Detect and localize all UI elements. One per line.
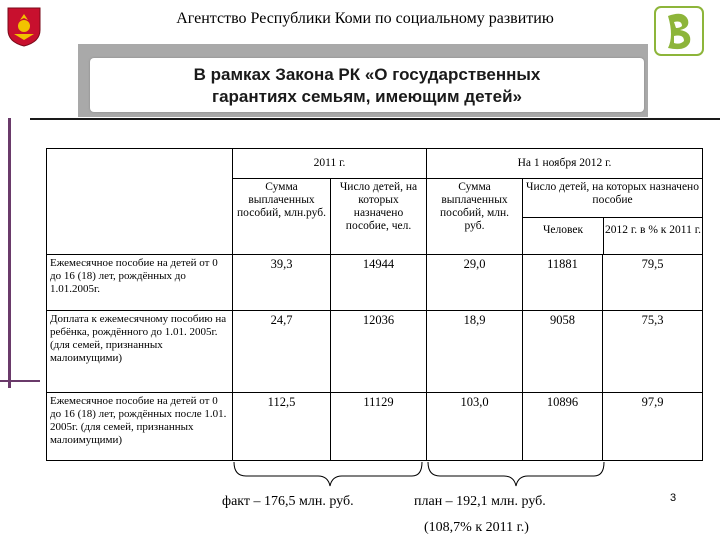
row-label: Доплата к ежемесячному пособию на ребёнка, рождённого до 1.01. 2005г. (для семей, признанных малоимущими)	[47, 311, 233, 393]
fact-total: факт – 176,5 млн. руб.	[222, 494, 354, 509]
cell-sum-2012: 29,0	[427, 255, 523, 311]
group-header-2012: На 1 ноября 2012 г.	[427, 149, 703, 179]
agency-logo-icon	[654, 6, 704, 56]
cell-pct: 97,9	[603, 393, 703, 461]
page-number: 3	[670, 492, 677, 504]
row-label: Ежемесячное пособие на детей от 0 до 16 (18) лет, рождённых после 1.01. 2005г. (для семей, признанных малоимущими)	[47, 393, 233, 461]
vertical-accent-rule	[8, 118, 11, 388]
benefits-table	[46, 148, 703, 461]
cell-children-2011: 14944	[331, 255, 427, 311]
slide-title-line2: гарантиях семьям, имеющим детей»	[212, 87, 522, 106]
col-header-sum-2011: Сумма выплаченных пособий, млн.руб.	[233, 179, 331, 255]
plan-percent: (108,7% к 2011 г.)	[424, 520, 529, 535]
cell-sum-2012: 18,9	[427, 311, 523, 393]
cell-sum-2011: 24,7	[233, 311, 331, 393]
slide-title	[90, 64, 644, 108]
table-row	[47, 255, 703, 311]
cell-sum-2012: 103,0	[427, 393, 523, 461]
row-label: Ежемесячное пособие на детей от 0 до 16 (18) лет, рождённых до 1.01.2005г.	[47, 255, 233, 311]
col-header-children-2012-group: Число детей, на которых назначено пособие	[523, 179, 702, 218]
empty-corner-cell	[47, 149, 233, 255]
plan-total: план – 192,1 млн. руб.	[414, 494, 546, 509]
cell-children-2011: 11129	[331, 393, 427, 461]
cell-pct: 75,3	[603, 311, 703, 393]
table-row	[47, 311, 703, 393]
cell-people: 9058	[523, 311, 603, 393]
cell-sum-2011: 112,5	[233, 393, 331, 461]
coat-of-arms-icon	[6, 4, 42, 48]
brace-2011	[234, 462, 422, 486]
brace-2012	[428, 462, 604, 486]
cell-people: 11881	[523, 255, 603, 311]
horizontal-rule	[30, 118, 720, 120]
accent-tick	[0, 380, 40, 382]
cell-sum-2011: 39,3	[233, 255, 331, 311]
col-header-children-2011: Число детей, на которых назначено пособие, чел.	[331, 179, 427, 255]
group-header-2011: 2011 г.	[233, 149, 427, 179]
col-header-children-2012	[523, 179, 703, 255]
table-row	[47, 393, 703, 461]
cell-people: 10896	[523, 393, 603, 461]
cell-children-2011: 12036	[331, 311, 427, 393]
col-header-sum-2012: Сумма выплаченных пособий, млн. руб.	[427, 179, 523, 255]
col-header-pct: 2012 г. в % к 2011 г.	[604, 224, 701, 236]
col-header-people: Человек	[523, 218, 604, 254]
agency-name: Агентство Республики Коми по социальному развитию	[176, 10, 554, 27]
slide-title-line1: В рамках Закона РК «О государственных	[193, 65, 541, 84]
cell-pct: 79,5	[603, 255, 703, 311]
